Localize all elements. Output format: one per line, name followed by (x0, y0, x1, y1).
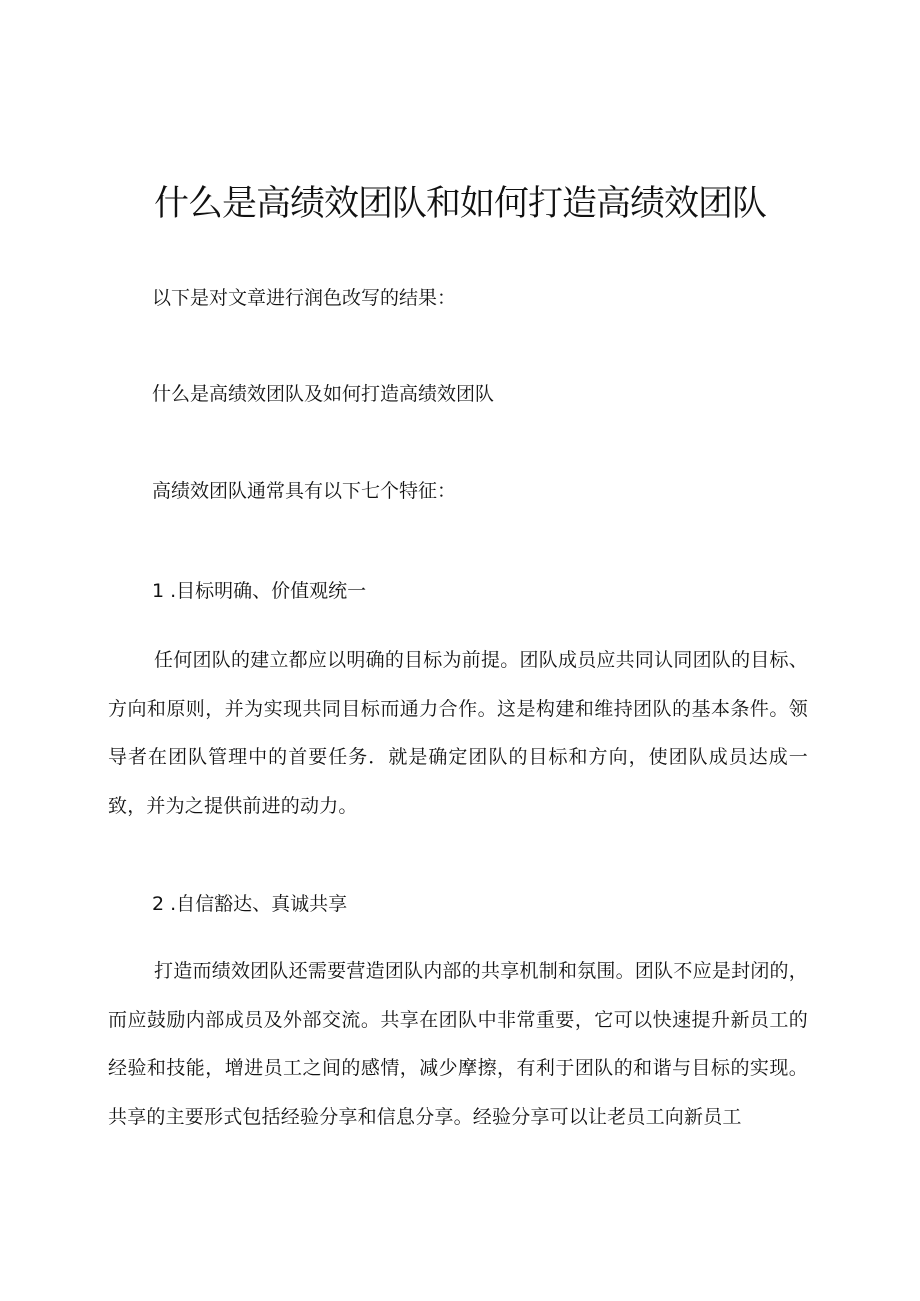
intro-text: 以下是对文章进行润色改写的结果： (152, 287, 457, 309)
section-body: 任何团队的建立都应以明确的目标为前提。团队成员应共同认同团队的目标、方向和原则，并为实现共同目标而通力合作。这是构建和维持团队的基本条件。领导者在团队管理中的首要任务．就是确定团队的目标和方向，使团队成员达成一致，并为之提供前进的动力。 (108, 649, 808, 817)
section-heading: 2 .自信豁达、真诚共享 (152, 893, 348, 915)
subtitle-text: 什么是高绩效团队及如何打造高绩效团队 (152, 383, 495, 405)
lead-text: 高绩效团队通常具有以下七个特征： (152, 480, 457, 502)
document-title: 什么是高绩效团队和如何打造高绩效团队 (153, 184, 766, 224)
section-heading: 1 .目标明确、价值观统一 (152, 580, 367, 602)
section-body: 打造而绩效团队还需要营造团队内部的共享机制和氛围。团队不应是封闭的，而应鼓励内部成员及外部交流。共享在团队中非常重要，它可以快速提升新员工的经验和技能，增进员工之间的感情，减少摩擦，有利于团队的和谐与目标的实现。共享的主要形式包括经验分享和信息分享。经验分享可以让老员工向新员工 (108, 960, 808, 1128)
